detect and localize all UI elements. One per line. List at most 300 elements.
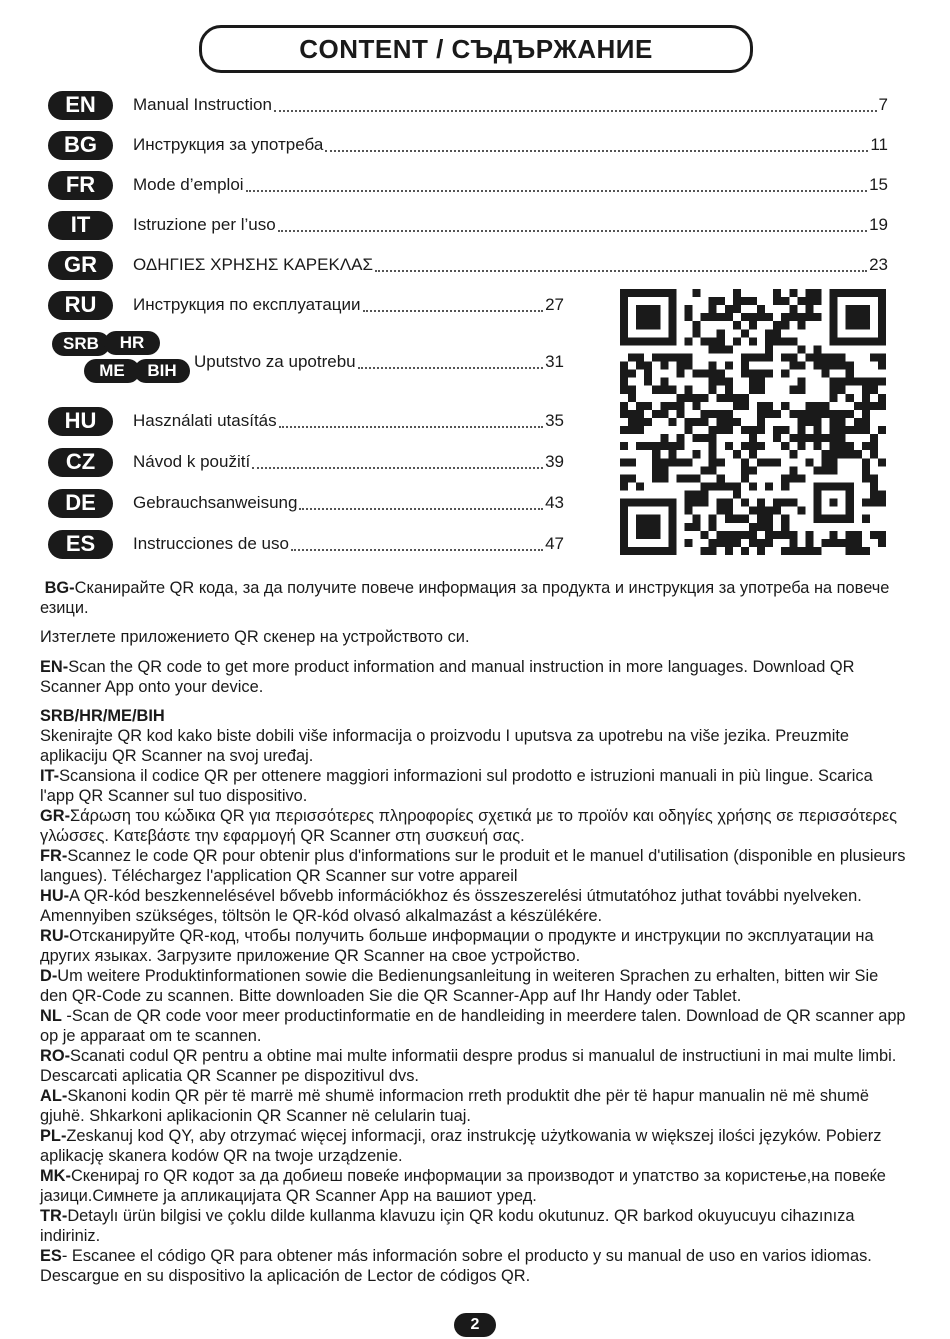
- qr-module: [822, 353, 830, 361]
- qr-module: [628, 394, 636, 402]
- qr-module: [725, 345, 733, 353]
- qr-module: [676, 394, 684, 402]
- qr-module: [684, 491, 692, 499]
- qr-module: [813, 410, 821, 418]
- qr-module: [862, 402, 870, 410]
- qr-module: [628, 353, 636, 361]
- qr-module: [636, 402, 644, 410]
- lang-badge-fr: FR: [48, 171, 113, 200]
- qr-module: [838, 426, 846, 434]
- qr-module: [797, 321, 805, 329]
- qr-module: [660, 362, 668, 370]
- qr-module: [644, 370, 652, 378]
- qr-module: [684, 394, 692, 402]
- qr-module: [628, 418, 636, 426]
- qr-module: [765, 531, 773, 539]
- qr-module: [878, 353, 886, 361]
- qr-module: [709, 482, 717, 490]
- qr-module: [862, 474, 870, 482]
- qr-module: [781, 523, 789, 531]
- instruction-multi: [40, 706, 910, 1286]
- qr-module: [709, 313, 717, 321]
- qr-module: [684, 418, 692, 426]
- qr-module: [797, 378, 805, 386]
- qr-module: [644, 418, 652, 426]
- qr-module: [805, 458, 813, 466]
- qr-module: [765, 345, 773, 353]
- qr-module: [846, 370, 854, 378]
- qr-module: [717, 531, 725, 539]
- qr-module: [644, 378, 652, 386]
- lang-prefix: TR-: [40, 1207, 68, 1225]
- toc-leader: [375, 269, 867, 272]
- lang-badge-ru: RU: [48, 291, 113, 320]
- instruction-fr: [40, 846, 910, 886]
- qr-module: [620, 402, 628, 410]
- qr-module: [709, 426, 717, 434]
- qr-module: [701, 370, 709, 378]
- qr-module: [660, 410, 668, 418]
- qr-module: [620, 426, 628, 434]
- qr-module: [765, 515, 773, 523]
- qr-module: [781, 313, 789, 321]
- qr-module: [693, 329, 701, 337]
- instruction-nl: [40, 1006, 910, 1046]
- instruction-text: Скенирај го QR кодот за да добиеш повеќе информации за производот и упатство за користење,на повеќе јазици.Симнете ја апликацијата QR Scanner App на вашиот уред.: [40, 1167, 886, 1205]
- qr-module: [668, 353, 676, 361]
- qr-module: [749, 353, 757, 361]
- qr-module: [725, 313, 733, 321]
- qr-module: [733, 418, 741, 426]
- qr-module: [693, 499, 701, 507]
- qr-module: [773, 499, 781, 507]
- toc-row-en[interactable]: [48, 89, 888, 121]
- instruction-bg: [40, 578, 910, 618]
- qr-module: [693, 370, 701, 378]
- qr-module: [749, 378, 757, 386]
- qr-module: [717, 499, 725, 507]
- qr-module: [717, 539, 725, 547]
- instruction-text: Отсканируйте QR-код, чтобы получить больше информации о продукте и инструкции по эксплуатации на других языках. Загрузите приложение QR Scanner на свое устройство.: [40, 927, 874, 965]
- qr-module: [725, 482, 733, 490]
- qr-module: [862, 378, 870, 386]
- qr-module: [830, 442, 838, 450]
- lang-prefix: PL-: [40, 1127, 67, 1145]
- qr-module: [668, 386, 676, 394]
- qr-module: [781, 370, 789, 378]
- qr-module: [636, 426, 644, 434]
- qr-module: [709, 539, 717, 547]
- qr-module: [789, 410, 797, 418]
- qr-module: [773, 321, 781, 329]
- qr-module: [813, 353, 821, 361]
- qr-module: [693, 434, 701, 442]
- lang-prefix: RO-: [40, 1047, 71, 1065]
- instruction-text: A QR-kód beszkennelésével bővebb információkhoz és összeszerelési útmutatóhoz juthat további nyelveken. Amennyiben szükséges, töltsön le QR-kód olvasó alkalmazást a készülékére.: [40, 887, 862, 925]
- qr-module: [797, 507, 805, 515]
- qr-module: [846, 531, 854, 539]
- qr-module: [693, 515, 701, 523]
- qr-module: [717, 378, 725, 386]
- qr-module: [652, 466, 660, 474]
- qr-module: [676, 353, 684, 361]
- qr-module: [797, 474, 805, 482]
- qr-module: [765, 482, 773, 490]
- qr-module: [773, 434, 781, 442]
- lang-badge-it: IT: [48, 211, 113, 240]
- qr-module: [733, 337, 741, 345]
- qr-module: [862, 515, 870, 523]
- instruction-ro: [40, 1046, 910, 1086]
- qr-module: [870, 482, 878, 490]
- qr-module: [652, 442, 660, 450]
- toc-page: 31: [545, 352, 564, 371]
- toc-row-gr[interactable]: [48, 249, 888, 281]
- qr-module: [620, 378, 628, 386]
- qr-module: [870, 378, 878, 386]
- qr-module: [749, 523, 757, 531]
- qr-module: [870, 474, 878, 482]
- instruction-text: Scannez le code QR pour obtenir plus d'informations sur le produit et le manuel d'utilisation (disponible en plusieurs langues). Téléchargez l'application QR Scanner sur votre appareil: [40, 847, 906, 885]
- qr-module: [789, 434, 797, 442]
- qr-module: [684, 499, 692, 507]
- qr-module: [813, 289, 821, 297]
- qr-module: [765, 539, 773, 547]
- qr-module: [620, 474, 628, 482]
- qr-module: [733, 539, 741, 547]
- qr-module: [701, 491, 709, 499]
- qr-module: [830, 466, 838, 474]
- section-heading: [40, 706, 910, 726]
- qr-module: [781, 442, 789, 450]
- qr-module: [660, 402, 668, 410]
- toc-row-fr[interactable]: [48, 169, 888, 201]
- toc-leader: [291, 548, 543, 551]
- qr-module: [684, 362, 692, 370]
- qr-module: [846, 539, 854, 547]
- qr-module: [765, 523, 773, 531]
- qr-module: [789, 450, 797, 458]
- qr-module: [741, 362, 749, 370]
- instruction-text: - Escanee el código QR para obtener más información sobre el producto y su manual de uso en varios idiomas. Descargue en su dispositivo la aplicación de Lector de códigos QR.: [40, 1247, 872, 1285]
- qr-module: [668, 442, 676, 450]
- qr-module: [854, 378, 862, 386]
- qr-module: [660, 466, 668, 474]
- qr-module: [781, 499, 789, 507]
- qr-module: [870, 386, 878, 394]
- qr-module: [749, 321, 757, 329]
- qr-module: [822, 362, 830, 370]
- qr-module: [628, 370, 636, 378]
- qr-module: [733, 402, 741, 410]
- qr-module: [757, 418, 765, 426]
- qr-module: [838, 362, 846, 370]
- lang-prefix: HU-: [40, 887, 70, 905]
- qr-module: [749, 507, 757, 515]
- qr-module: [733, 531, 741, 539]
- qr-module: [709, 547, 717, 555]
- qr-module: [846, 394, 854, 402]
- qr-module: [830, 450, 838, 458]
- qr-module: [830, 378, 838, 386]
- qr-module: [846, 426, 854, 434]
- qr-module: [765, 370, 773, 378]
- qr-module: [822, 434, 830, 442]
- qr-module: [773, 297, 781, 305]
- qr-module: [676, 410, 684, 418]
- lang-prefix: D-: [40, 967, 58, 985]
- qr-module: [717, 458, 725, 466]
- qr-module: [757, 499, 765, 507]
- qr-module: [781, 337, 789, 345]
- toc-leader: [279, 425, 543, 428]
- qr-module: [789, 289, 797, 297]
- qr-module: [757, 353, 765, 361]
- qr-module: [741, 402, 749, 410]
- qr-module: [854, 539, 862, 547]
- qr-module: [636, 482, 644, 490]
- qr-module: [822, 466, 830, 474]
- qr-module: [830, 418, 838, 426]
- toc-label: Gebrauchsanweisung: [133, 493, 298, 512]
- toc-row-it[interactable]: [48, 209, 888, 241]
- qr-module: [830, 353, 838, 361]
- qr-module: [725, 531, 733, 539]
- lang-badge-bih: BIH: [134, 359, 190, 383]
- qr-module: [781, 482, 789, 490]
- qr-module: [830, 539, 838, 547]
- qr-module: [684, 337, 692, 345]
- qr-module: [717, 394, 725, 402]
- qr-module: [805, 305, 813, 313]
- qr-module: [773, 507, 781, 515]
- instruction-text: Σάρωση του κώδικα QR για περισσότερες πληροφορίες σχετικά με το προϊόν και οδηγίες χρήσης σε περισσότερες γλώσσες. Κατεβάστε την εφαρμογή QR Scanner στη συσκευή σας.: [40, 807, 898, 845]
- qr-module: [709, 297, 717, 305]
- lang-badge-srb: SRB: [52, 332, 110, 356]
- qr-module: [797, 386, 805, 394]
- qr-module: [797, 362, 805, 370]
- qr-module: [789, 362, 797, 370]
- qr-module: [789, 337, 797, 345]
- qr-module: [741, 329, 749, 337]
- qr-module: [709, 305, 717, 313]
- qr-code[interactable]: [620, 289, 886, 555]
- toc-row-cz[interactable]: [48, 446, 564, 478]
- toc-page: 11: [870, 135, 888, 154]
- qr-module: [684, 523, 692, 531]
- qr-module: [789, 539, 797, 547]
- qr-module: [668, 402, 676, 410]
- lang-badge-bg: BG: [48, 131, 113, 160]
- qr-module: [773, 426, 781, 434]
- qr-module: [846, 362, 854, 370]
- qr-module: [878, 378, 886, 386]
- toc-row-hu[interactable]: [48, 405, 564, 437]
- qr-module: [684, 426, 692, 434]
- qr-module: [813, 442, 821, 450]
- qr-module: [781, 402, 789, 410]
- qr-module: [620, 410, 628, 418]
- qr-module: [813, 362, 821, 370]
- toc-leader: [299, 507, 543, 510]
- toc-label: Manual Instruction: [133, 95, 272, 114]
- instruction-it: [40, 766, 910, 806]
- qr-module: [765, 337, 773, 345]
- qr-module: [813, 434, 821, 442]
- qr-module: [701, 466, 709, 474]
- qr-module: [749, 442, 757, 450]
- qr-module: [773, 531, 781, 539]
- qr-module: [757, 313, 765, 321]
- qr-module: [693, 523, 701, 531]
- qr-module: [813, 297, 821, 305]
- qr-module: [789, 466, 797, 474]
- qr-module: [749, 426, 757, 434]
- toc-row-es[interactable]: [48, 528, 564, 560]
- qr-module: [870, 402, 878, 410]
- qr-module: [830, 434, 838, 442]
- qr-module: [822, 410, 830, 418]
- qr-module: [813, 418, 821, 426]
- qr-module: [862, 547, 870, 555]
- qr-module: [822, 539, 830, 547]
- qr-module: [676, 442, 684, 450]
- qr-module: [676, 362, 684, 370]
- qr-module: [773, 458, 781, 466]
- qr-module: [733, 491, 741, 499]
- qr-module: [789, 313, 797, 321]
- page-number: 2: [454, 1313, 496, 1337]
- qr-module: [838, 418, 846, 426]
- instruction-text: Сканирайте QR кода, за да получите повече информация за продукта и инструкция за употреба на повече езици.: [40, 579, 890, 617]
- toc-leader: [363, 309, 544, 312]
- qr-module: [709, 458, 717, 466]
- qr-module: [870, 450, 878, 458]
- instruction-pl: [40, 1126, 910, 1166]
- qr-module: [813, 402, 821, 410]
- instruction-en: [40, 657, 910, 697]
- qr-module: [733, 289, 741, 297]
- qr-module: [660, 353, 668, 361]
- qr-module: [878, 531, 886, 539]
- qr-module: [636, 418, 644, 426]
- qr-module: [717, 370, 725, 378]
- qr-module: [701, 531, 709, 539]
- qr-module: [709, 362, 717, 370]
- instruction-text: Detaylı ürün bilgisi ve çoklu dilde kullanma klavuzu için QR kodu okutunuz. QR barkod okuyucuyu cihazınıza indiriniz.: [40, 1207, 855, 1245]
- qr-module: [797, 434, 805, 442]
- qr-module: [693, 418, 701, 426]
- qr-module: [846, 442, 854, 450]
- instruction-gr: [40, 806, 910, 846]
- qr-module: [765, 458, 773, 466]
- toc-row-srb[interactable]: [194, 346, 564, 378]
- qr-module: [652, 353, 660, 361]
- qr-module: [870, 491, 878, 499]
- qr-module: [878, 394, 886, 402]
- qr-module: [725, 386, 733, 394]
- lang-prefix: EN-: [40, 658, 69, 676]
- qr-module: [709, 345, 717, 353]
- instruction-mk: [40, 1166, 910, 1206]
- qr-module: [854, 547, 862, 555]
- toc-label: Istruzione per l’uso: [133, 215, 276, 234]
- toc-leader: [325, 149, 868, 152]
- qr-module: [652, 410, 660, 418]
- toc-label: Instrucciones de uso: [133, 534, 289, 553]
- lang-badge-hu: HU: [48, 407, 113, 436]
- qr-module: [693, 394, 701, 402]
- qr-module: [830, 410, 838, 418]
- page-title-text: CONTENT / СЪДЪРЖАНИЕ: [299, 33, 653, 64]
- qr-module: [717, 474, 725, 482]
- qr-module: [878, 458, 886, 466]
- qr-module: [733, 482, 741, 490]
- qr-module: [797, 345, 805, 353]
- qr-module: [741, 442, 749, 450]
- qr-module: [749, 370, 757, 378]
- qr-module: [805, 402, 813, 410]
- instruction-text: Scanati codul QR pentru a obtine mai multe informatii despre produs si manualul de instructiuni in mai multe limbi. Descarcati aplicatia QR Scanner pe dispozitivul dvs.: [40, 1047, 897, 1085]
- qr-module: [846, 547, 854, 555]
- qr-module: [757, 370, 765, 378]
- qr-module: [701, 313, 709, 321]
- toc-row-ru[interactable]: [48, 289, 564, 321]
- qr-module: [781, 474, 789, 482]
- qr-module: [725, 378, 733, 386]
- qr-module: [733, 305, 741, 313]
- qr-module: [693, 321, 701, 329]
- qr-module: [797, 297, 805, 305]
- qr-module: [741, 370, 749, 378]
- qr-module: [789, 547, 797, 555]
- qr-module: [628, 474, 636, 482]
- qr-module: [757, 410, 765, 418]
- qr-module: [789, 386, 797, 394]
- qr-module: [878, 362, 886, 370]
- qr-module: [628, 458, 636, 466]
- qr-module: [878, 491, 886, 499]
- qr-module: [813, 547, 821, 555]
- qr-module: [725, 539, 733, 547]
- qr-module: [749, 466, 757, 474]
- qr-module: [765, 353, 773, 361]
- toc-leader: [358, 366, 543, 369]
- qr-module: [862, 458, 870, 466]
- instruction-hu: [40, 886, 910, 926]
- lang-badge-hr: HR: [104, 331, 160, 355]
- qr-module: [765, 402, 773, 410]
- qr-module: [684, 353, 692, 361]
- qr-module: [797, 442, 805, 450]
- qr-module: [781, 547, 789, 555]
- toc-page: 39: [545, 452, 564, 471]
- qr-module: [676, 402, 684, 410]
- qr-module: [693, 474, 701, 482]
- qr-module: [709, 515, 717, 523]
- qr-module: [830, 394, 838, 402]
- qr-module: [717, 482, 725, 490]
- toc-label: ΟΔΗΓΙΕΣ ΧΡΗΣΗΣ ΚΑΡΕΚΛΑΣ: [133, 255, 374, 274]
- qr-module: [620, 370, 628, 378]
- toc-page: 43: [545, 493, 564, 512]
- qr-module: [676, 370, 684, 378]
- qr-module: [838, 353, 846, 361]
- toc-leader: [278, 229, 867, 232]
- toc-row-bg[interactable]: [48, 129, 888, 161]
- toc-row-de[interactable]: [48, 487, 564, 519]
- qr-module: [757, 507, 765, 515]
